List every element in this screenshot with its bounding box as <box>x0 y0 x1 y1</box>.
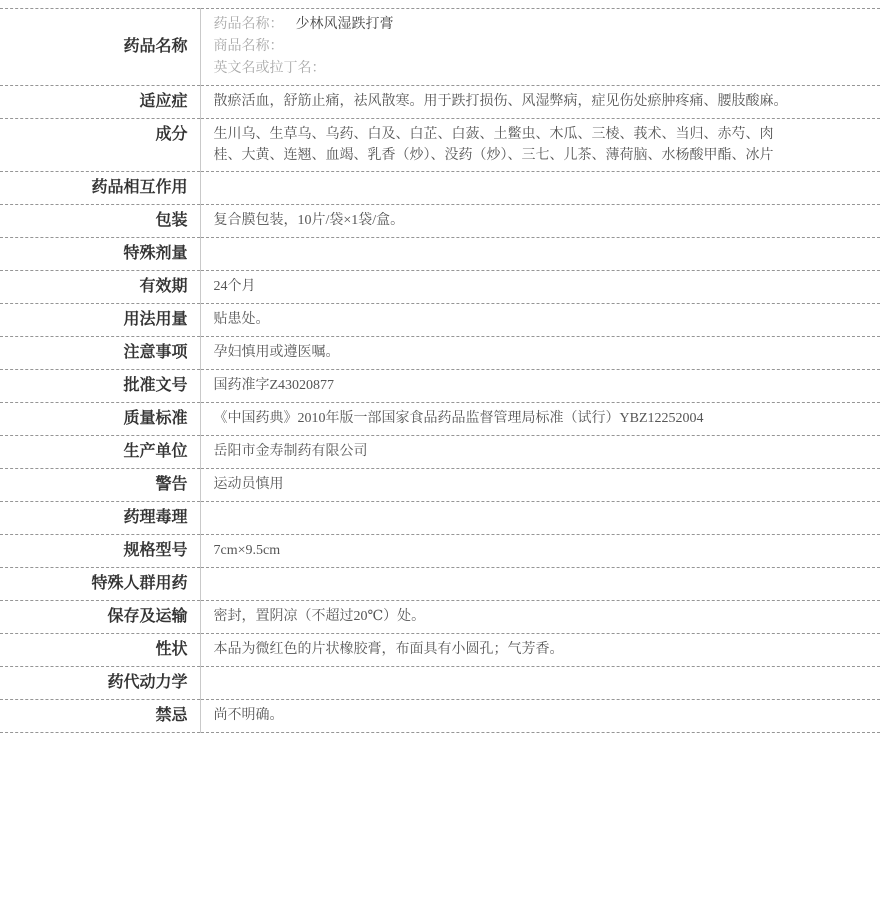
row-value-text: 本品为微红色的片状橡胶膏，布面具有小圆孔；气芳香。 <box>213 642 564 657</box>
row-value-text: 孕妇慎用或遵医嘱。 <box>213 345 340 360</box>
row-label: 质量标准 <box>0 403 200 436</box>
row-label: 特殊剂量 <box>0 238 200 271</box>
row-value <box>200 535 880 568</box>
row-value <box>200 568 880 601</box>
row-label: 注意事项 <box>0 337 200 370</box>
table-row <box>0 667 880 700</box>
row-label: 药代动力学 <box>0 667 200 700</box>
drug-name-block <box>214 14 799 80</box>
row-value <box>200 436 880 469</box>
row-value <box>200 634 880 667</box>
table-row <box>0 205 880 238</box>
row-value-text: 密封，置阴凉（不超过20℃）处。 <box>213 609 426 624</box>
row-label: 药品相互作用 <box>0 172 200 205</box>
row-value <box>200 205 880 238</box>
row-label: 批准文号 <box>0 370 200 403</box>
table-row <box>0 568 880 601</box>
drug-name-line <box>214 14 799 36</box>
table-row <box>0 601 880 634</box>
row-value <box>200 304 880 337</box>
row-value-text: 复合膜包装，10片/袋×1袋/盒。 <box>213 213 405 228</box>
table-row <box>0 403 880 436</box>
drug-name-prefix-label: 药品名称： <box>213 17 284 32</box>
row-value-text: 岳阳市金寿制药有限公司 <box>213 444 368 459</box>
row-label: 规格型号 <box>0 535 200 568</box>
row-value <box>200 238 880 271</box>
row-value-drug-name <box>200 9 880 86</box>
row-label: 用法用量 <box>0 304 200 337</box>
english-name-line <box>214 58 799 80</box>
row-value <box>200 502 880 535</box>
trade-name-line <box>214 36 799 58</box>
row-value <box>200 601 880 634</box>
row-value <box>200 172 880 205</box>
drug-info-table <box>0 8 880 733</box>
row-value <box>200 700 880 733</box>
row-value-text: 《中国药典》2010年版一部国家食品药品监督管理局标准（试行）YBZ12252004 <box>213 411 704 426</box>
row-value-text: 散瘀活血，舒筋止痛，祛风散寒。用于跌打损伤、风湿弊病，症见伤处瘀肿疼痛、腰肢酸麻。 <box>213 94 788 109</box>
table-row <box>0 119 880 172</box>
table-row <box>0 86 880 119</box>
row-value-text: 运动员慎用 <box>213 477 284 492</box>
table-row <box>0 469 880 502</box>
row-value <box>200 119 880 172</box>
table-row <box>0 238 880 271</box>
row-label: 适应症 <box>0 86 200 119</box>
row-label: 药理毒理 <box>0 502 200 535</box>
row-value <box>200 667 880 700</box>
row-value <box>200 271 880 304</box>
table-row <box>0 535 880 568</box>
row-label: 生产单位 <box>0 436 200 469</box>
row-label-drug-name: 药品名称 <box>0 9 200 86</box>
row-value-text: 24个月 <box>213 279 256 294</box>
row-value-text: 尚不明确。 <box>213 708 284 723</box>
table-row <box>0 634 880 667</box>
row-value-text: 贴患处。 <box>213 312 270 327</box>
drug-name-value: 少林风湿跌打膏 <box>295 17 394 32</box>
row-label: 性状 <box>0 634 200 667</box>
row-label: 包装 <box>0 205 200 238</box>
table-row <box>0 370 880 403</box>
row-value <box>200 403 880 436</box>
table-row <box>0 700 880 733</box>
row-value <box>200 86 880 119</box>
row-value <box>200 370 880 403</box>
trade-name-prefix-label: 商品名称： <box>213 39 284 54</box>
row-value <box>200 469 880 502</box>
table-row <box>0 436 880 469</box>
table-row <box>0 304 880 337</box>
table-row-drug-name <box>0 9 880 86</box>
drug-info-table-body <box>0 9 880 733</box>
row-label: 特殊人群用药 <box>0 568 200 601</box>
english-name-prefix-label: 英文名或拉丁名： <box>213 61 326 76</box>
table-row <box>0 172 880 205</box>
row-label: 保存及运输 <box>0 601 200 634</box>
table-row <box>0 337 880 370</box>
row-value-text: 7cm×9.5cm <box>213 543 281 558</box>
row-label: 有效期 <box>0 271 200 304</box>
table-row <box>0 271 880 304</box>
row-label: 警告 <box>0 469 200 502</box>
row-label: 成分 <box>0 119 200 172</box>
row-value-text: 国药准字Z43020877 <box>213 378 335 393</box>
row-value <box>200 337 880 370</box>
row-value-text: 生川乌、生草乌、乌药、白及、白芷、白蔹、土鳖虫、木瓜、三棱、莪术、当归、赤芍、肉桂、大黄、连翘、血竭、乳香（炒）、没药（炒）、三七、儿茶、薄荷脑、水杨酸甲酯、冰片 <box>213 127 774 163</box>
row-label: 禁忌 <box>0 700 200 733</box>
table-row <box>0 502 880 535</box>
